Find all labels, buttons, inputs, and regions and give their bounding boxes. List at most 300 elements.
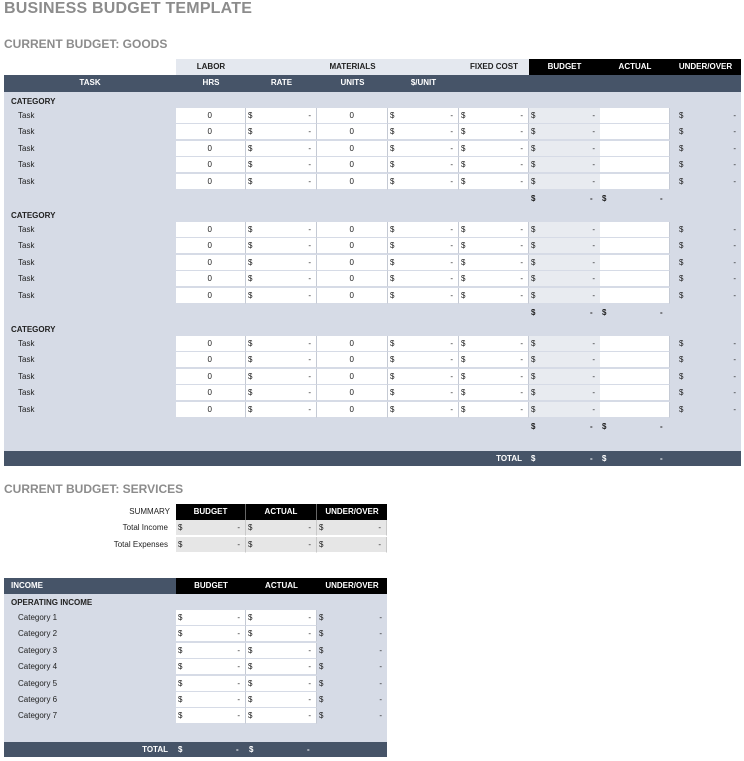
currency-symbol: $ — [461, 160, 466, 170]
currency-symbol: $ — [178, 711, 183, 721]
budget-value-cell — [529, 402, 600, 418]
fixed-cost-value: - — [520, 257, 523, 267]
income-total-budget-currency: $ — [178, 745, 183, 754]
fixed-cost-value: - — [520, 290, 523, 300]
rate-value: - — [308, 388, 311, 398]
task-label: Task — [18, 371, 35, 381]
rate-input[interactable] — [246, 352, 317, 368]
hrs-input[interactable] — [176, 124, 246, 140]
under-over-value: - — [733, 355, 736, 365]
budget-value-cell — [529, 271, 600, 287]
units-value: 0 — [349, 290, 354, 300]
income-actual-input[interactable] — [246, 626, 317, 642]
income-actual-input[interactable] — [246, 643, 317, 659]
income-actual-input[interactable] — [246, 708, 317, 724]
fixed-cost-input[interactable] — [459, 352, 529, 368]
actual-input[interactable] — [600, 141, 670, 157]
currency-symbol: $ — [531, 404, 536, 414]
budget-value-cell — [529, 336, 600, 352]
hrs-input[interactable] — [176, 222, 246, 238]
per-unit-value: - — [450, 257, 453, 267]
fixed-cost-value: - — [520, 127, 523, 137]
actual-input[interactable] — [600, 385, 670, 401]
fixed-cost-input[interactable] — [459, 336, 529, 352]
currency-symbol: $ — [248, 629, 253, 639]
under-over-value: - — [733, 241, 736, 251]
fixed-cost-input[interactable] — [459, 255, 529, 271]
budget-value-cell — [529, 238, 600, 254]
hrs-input[interactable] — [176, 255, 246, 271]
summary-value-cell — [246, 537, 317, 553]
per-unit-input[interactable] — [388, 238, 459, 254]
units-input[interactable] — [317, 108, 388, 124]
currency-symbol: $ — [679, 274, 684, 284]
currency-symbol: $ — [390, 355, 395, 365]
rate-input[interactable] — [246, 108, 317, 124]
per-unit-input[interactable] — [388, 255, 459, 271]
under-over-cell — [670, 288, 741, 304]
actual-input[interactable] — [600, 157, 670, 173]
fixed-cost-value: - — [520, 160, 523, 170]
rate-input[interactable] — [246, 402, 317, 418]
units-value: 0 — [349, 143, 354, 153]
income-budget-input[interactable] — [176, 610, 246, 626]
summary-value: - — [308, 523, 311, 532]
hrs-value: 0 — [207, 111, 212, 120]
rate-input[interactable] — [246, 271, 317, 287]
under-over-cell — [670, 352, 741, 368]
income-actual-value: - — [308, 629, 311, 639]
units-input[interactable] — [317, 402, 388, 418]
task-label: Task — [18, 225, 35, 234]
currency-symbol: $ — [248, 111, 253, 120]
summary-value-cell — [317, 537, 387, 553]
per-unit-value: - — [450, 225, 453, 234]
per-unit-input[interactable] — [388, 174, 459, 190]
income-actual-input[interactable] — [246, 659, 317, 675]
units-input[interactable] — [317, 352, 388, 368]
income-total-budget-value: - — [236, 745, 239, 754]
summary-value: - — [378, 540, 381, 549]
income-under-over-cell — [317, 692, 387, 708]
summary-row-label: Total Income — [122, 523, 168, 532]
per-unit-input[interactable] — [388, 336, 459, 352]
actual-input[interactable] — [600, 288, 670, 304]
fixed-cost-value: - — [520, 404, 523, 414]
under-over-cell — [670, 238, 741, 254]
hrs-input[interactable] — [176, 385, 246, 401]
task-label: Task — [18, 290, 35, 300]
under-over-value: - — [733, 176, 736, 186]
currency-symbol: $ — [248, 257, 253, 267]
rate-input[interactable] — [246, 174, 317, 190]
units-column-header: UNITS — [340, 78, 365, 87]
units-value: 0 — [349, 388, 354, 398]
budget-value-cell — [529, 124, 600, 140]
currency-symbol: $ — [248, 176, 253, 186]
under-over-cell — [670, 369, 741, 385]
budget-value: - — [592, 160, 595, 170]
summary-row-label: Total Expenses — [113, 540, 168, 549]
currency-symbol: $ — [390, 339, 395, 348]
currency-symbol: $ — [319, 613, 324, 622]
hrs-input[interactable] — [176, 352, 246, 368]
income-budget-value: - — [237, 629, 240, 639]
per-unit-input[interactable] — [388, 141, 459, 157]
currency-symbol: $ — [461, 388, 466, 398]
currency-symbol: $ — [679, 371, 684, 381]
materials-header: MATERIALS — [317, 59, 388, 75]
currency-symbol: $ — [531, 290, 536, 300]
rate-value: - — [308, 257, 311, 267]
fixed-cost-value: - — [520, 339, 523, 348]
page-title: BUSINESS BUDGET TEMPLATE — [4, 0, 253, 17]
under-over-value: - — [733, 339, 736, 348]
rate-input[interactable] — [246, 336, 317, 352]
currency-symbol: $ — [390, 241, 395, 251]
currency-symbol: $ — [248, 160, 253, 170]
income-under-over-value: - — [379, 678, 382, 688]
hrs-value: 0 — [207, 225, 212, 234]
hrs-value: 0 — [207, 241, 212, 251]
income-category-label: Category 5 — [18, 678, 58, 688]
subtotal-actual-currency: $ — [602, 308, 607, 317]
actual-input[interactable] — [600, 271, 670, 287]
income-budget-input[interactable] — [176, 626, 246, 642]
category-label: CATEGORY — [11, 97, 56, 106]
under-over-value: - — [733, 127, 736, 137]
budget-value: - — [592, 355, 595, 365]
currency-symbol: $ — [178, 523, 183, 532]
units-value: 0 — [349, 371, 354, 381]
income-actual-value: - — [308, 662, 311, 672]
under-over-value: - — [733, 143, 736, 153]
units-value: 0 — [349, 274, 354, 284]
actual-input[interactable] — [600, 174, 670, 190]
units-input[interactable] — [317, 222, 388, 238]
hrs-input[interactable] — [176, 238, 246, 254]
hrs-input[interactable] — [176, 174, 246, 190]
hrs-value: 0 — [207, 404, 212, 414]
task-label: Task — [18, 176, 35, 186]
hrs-value: 0 — [207, 160, 212, 170]
summary-value: - — [237, 523, 240, 532]
subtotal-budget-value: - — [590, 422, 593, 431]
income-category-label: Category 6 — [18, 695, 58, 704]
income-budget-value: - — [237, 711, 240, 721]
income-actual-input[interactable] — [246, 692, 317, 708]
task-label: Task — [18, 111, 35, 120]
income-budget-value: - — [237, 613, 240, 622]
currency-symbol: $ — [461, 404, 466, 414]
per-unit-input[interactable] — [388, 402, 459, 418]
fixed-cost-input[interactable] — [459, 238, 529, 254]
rate-column-header: RATE — [270, 78, 293, 87]
rate-value: - — [308, 176, 311, 186]
rate-input[interactable] — [246, 369, 317, 385]
units-input[interactable] — [317, 385, 388, 401]
units-value: 0 — [349, 176, 354, 186]
budget-header: BUDGET — [529, 59, 600, 75]
units-input[interactable] — [317, 336, 388, 352]
summary-value: - — [308, 540, 311, 549]
income-total-bar — [4, 742, 387, 757]
rate-value: - — [308, 290, 311, 300]
units-input[interactable] — [317, 174, 388, 190]
budget-value: - — [592, 274, 595, 284]
units-input[interactable] — [317, 157, 388, 173]
actual-input[interactable] — [600, 402, 670, 418]
rate-input[interactable] — [246, 222, 317, 238]
actual-input[interactable] — [600, 352, 670, 368]
rate-value: - — [308, 111, 311, 120]
budget-value: - — [592, 127, 595, 137]
rate-input[interactable] — [246, 288, 317, 304]
currency-symbol: $ — [390, 176, 395, 186]
under-over-value: - — [733, 225, 736, 234]
per-unit-input[interactable] — [388, 271, 459, 287]
per-unit-input[interactable] — [388, 369, 459, 385]
hrs-input[interactable] — [176, 288, 246, 304]
goods-section-title: CURRENT BUDGET: GOODS — [4, 37, 168, 51]
actual-input[interactable] — [600, 238, 670, 254]
income-under-over-cell — [317, 643, 387, 659]
hrs-input[interactable] — [176, 157, 246, 173]
actual-input[interactable] — [600, 108, 670, 124]
fixed-cost-value: - — [520, 225, 523, 234]
under-over-cell — [670, 174, 741, 190]
per-unit-input[interactable] — [388, 108, 459, 124]
income-total-label: TOTAL — [142, 745, 168, 754]
currency-symbol: $ — [319, 662, 324, 672]
per-unit-input[interactable] — [388, 288, 459, 304]
task-label: Task — [18, 143, 35, 153]
per-unit-input[interactable] — [388, 157, 459, 173]
actual-input[interactable] — [600, 222, 670, 238]
task-label: Task — [18, 339, 35, 348]
hrs-input[interactable] — [176, 336, 246, 352]
task-label: Task — [18, 160, 35, 170]
fixed-cost-input[interactable] — [459, 385, 529, 401]
under-over-cell — [670, 336, 741, 352]
fixed-cost-value: - — [520, 176, 523, 186]
hrs-input[interactable] — [176, 402, 246, 418]
currency-symbol: $ — [178, 678, 183, 688]
subtotal-budget-value: - — [590, 308, 593, 317]
per-unit-value: - — [450, 404, 453, 414]
per-unit-input[interactable] — [388, 352, 459, 368]
units-input[interactable] — [317, 255, 388, 271]
actual-input[interactable] — [600, 255, 670, 271]
income-actual-input[interactable] — [246, 610, 317, 626]
rate-input[interactable] — [246, 255, 317, 271]
income-actual-value: - — [308, 678, 311, 688]
category-label: CATEGORY — [11, 211, 56, 220]
per-unit-column-header: $/UNIT — [410, 78, 437, 87]
hrs-value: 0 — [207, 290, 212, 300]
under-over-cell — [670, 141, 741, 157]
currency-symbol: $ — [178, 629, 183, 639]
currency-symbol: $ — [531, 339, 536, 348]
summary-under-over-header: UNDER/OVER — [317, 504, 387, 520]
per-unit-value: - — [450, 160, 453, 170]
task-label: Task — [18, 388, 35, 398]
budget-value: - — [592, 339, 595, 348]
task-label: Task — [18, 404, 35, 414]
fixed-cost-value: - — [520, 274, 523, 284]
income-budget-input[interactable] — [176, 676, 246, 692]
currency-symbol: $ — [679, 290, 684, 300]
income-budget-input[interactable] — [176, 708, 246, 724]
units-value: 0 — [349, 404, 354, 414]
income-budget-input[interactable] — [176, 692, 246, 708]
rate-input[interactable] — [246, 238, 317, 254]
currency-symbol: $ — [248, 274, 253, 284]
fixed-cost-input[interactable] — [459, 124, 529, 140]
per-unit-value: - — [450, 176, 453, 186]
fixed-cost-input[interactable] — [459, 222, 529, 238]
units-input[interactable] — [317, 238, 388, 254]
currency-symbol: $ — [390, 257, 395, 267]
units-value: 0 — [349, 241, 354, 251]
fixed-cost-input[interactable] — [459, 402, 529, 418]
rate-value: - — [308, 355, 311, 365]
hrs-input[interactable] — [176, 141, 246, 157]
per-unit-value: - — [450, 127, 453, 137]
income-under-over-cell — [317, 708, 387, 724]
income-under-over-cell — [317, 676, 387, 692]
per-unit-input[interactable] — [388, 385, 459, 401]
per-unit-value: - — [450, 339, 453, 348]
currency-symbol: $ — [461, 225, 466, 234]
rate-input[interactable] — [246, 124, 317, 140]
currency-symbol: $ — [248, 523, 253, 532]
units-input[interactable] — [317, 288, 388, 304]
budget-value-cell — [529, 157, 600, 173]
per-unit-input[interactable] — [388, 222, 459, 238]
income-budget-input[interactable] — [176, 643, 246, 659]
currency-symbol: $ — [679, 225, 684, 234]
actual-input[interactable] — [600, 336, 670, 352]
budget-value-cell — [529, 288, 600, 304]
currency-symbol: $ — [248, 127, 253, 137]
units-input[interactable] — [317, 369, 388, 385]
labor-header: LABOR — [176, 59, 246, 75]
units-input[interactable] — [317, 141, 388, 157]
per-unit-value: - — [450, 143, 453, 153]
per-unit-input[interactable] — [388, 124, 459, 140]
subtotal-budget-currency: $ — [531, 422, 536, 431]
budget-value: - — [592, 225, 595, 234]
services-section-title: CURRENT BUDGET: SERVICES — [4, 482, 184, 496]
under-over-header: UNDER/OVER — [670, 59, 741, 75]
income-budget-input[interactable] — [176, 659, 246, 675]
fixed-cost-input[interactable] — [459, 141, 529, 157]
under-over-value: - — [733, 257, 736, 267]
income-category-label: Category 7 — [18, 711, 58, 721]
subtotal-actual-currency: $ — [602, 194, 607, 203]
budget-value: - — [592, 257, 595, 267]
currency-symbol: $ — [531, 127, 536, 137]
budget-value: - — [592, 371, 595, 381]
materials-header-fill — [388, 59, 459, 75]
labor-header-fill — [246, 59, 317, 75]
summary-actual-header: ACTUAL — [246, 504, 317, 520]
actual-input[interactable] — [600, 369, 670, 385]
under-over-cell — [670, 385, 741, 401]
budget-value: - — [592, 176, 595, 186]
per-unit-value: - — [450, 274, 453, 284]
units-input[interactable] — [317, 271, 388, 287]
units-input[interactable] — [317, 124, 388, 140]
currency-symbol: $ — [679, 127, 684, 137]
fixed-cost-value: - — [520, 143, 523, 153]
rate-value: - — [308, 371, 311, 381]
currency-symbol: $ — [319, 540, 324, 549]
hrs-input[interactable] — [176, 108, 246, 124]
hrs-input[interactable] — [176, 271, 246, 287]
goods-total-budget-currency: $ — [531, 454, 536, 463]
units-value: 0 — [349, 257, 354, 267]
task-label: Task — [18, 274, 35, 284]
fixed-cost-input[interactable] — [459, 108, 529, 124]
under-over-value: - — [733, 371, 736, 381]
fixed-cost-input[interactable] — [459, 369, 529, 385]
budget-value-cell — [529, 141, 600, 157]
subtotal-actual-currency: $ — [602, 422, 607, 431]
currency-symbol: $ — [461, 290, 466, 300]
fixed-cost-value: - — [520, 241, 523, 251]
per-unit-value: - — [450, 241, 453, 251]
units-value: 0 — [349, 111, 354, 120]
hrs-value: 0 — [207, 355, 212, 365]
summary-value-cell — [246, 520, 317, 536]
currency-symbol: $ — [679, 160, 684, 170]
rate-input[interactable] — [246, 141, 317, 157]
subtotal-actual-value: - — [660, 308, 663, 317]
income-actual-input[interactable] — [246, 676, 317, 692]
actual-input[interactable] — [600, 124, 670, 140]
rate-value: - — [308, 160, 311, 170]
hrs-input[interactable] — [176, 369, 246, 385]
fixed-cost-input[interactable] — [459, 288, 529, 304]
currency-symbol: $ — [461, 127, 466, 137]
rate-input[interactable] — [246, 157, 317, 173]
currency-symbol: $ — [390, 290, 395, 300]
fixed-cost-input[interactable] — [459, 271, 529, 287]
income-under-over-cell — [317, 626, 387, 642]
fixed-cost-input[interactable] — [459, 157, 529, 173]
budget-value: - — [592, 143, 595, 153]
currency-symbol: $ — [531, 160, 536, 170]
currency-symbol: $ — [461, 371, 466, 381]
budget-value-cell — [529, 222, 600, 238]
goods-total-bar — [4, 451, 741, 466]
goods-total-label: TOTAL — [496, 454, 522, 463]
under-over-value: - — [733, 388, 736, 398]
fixed-cost-input[interactable] — [459, 174, 529, 190]
currency-symbol: $ — [390, 274, 395, 284]
task-label: Task — [18, 257, 35, 267]
currency-symbol: $ — [390, 127, 395, 137]
currency-symbol: $ — [531, 143, 536, 153]
income-category-label: Category 4 — [18, 662, 58, 672]
currency-symbol: $ — [178, 613, 183, 622]
currency-symbol: $ — [531, 257, 536, 267]
currency-symbol: $ — [461, 274, 466, 284]
rate-value: - — [308, 127, 311, 137]
rate-input[interactable] — [246, 385, 317, 401]
